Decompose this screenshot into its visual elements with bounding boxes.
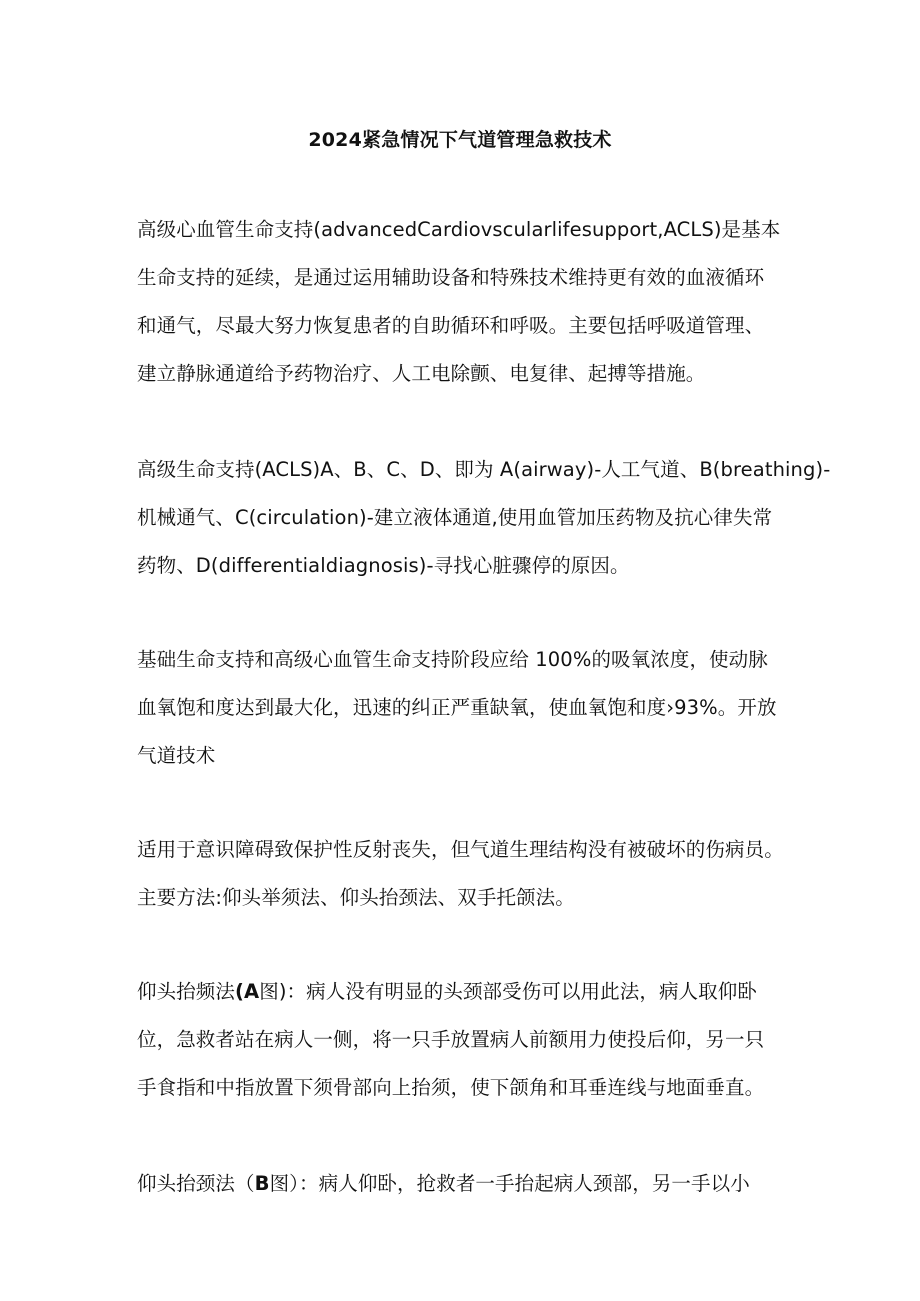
method-name: 仰头抬颈法（ [137, 1172, 255, 1195]
method-description: 图）：病人仰卧，抢救者一手抬起病人颈部，另一手以小 [269, 1172, 750, 1195]
text-line: 药物、D(differentialdiagnosis)-寻找心脏骤停的原因。 [137, 554, 630, 577]
text-line: 高级心血管生命支持(advancedCardiovscularlifesupport,ACLS)是基本 [137, 218, 781, 241]
text-line: 主要方法:仰头举须法、仰头抬颈法、双手托颌法。 [137, 886, 575, 909]
text-line [137, 968, 787, 1016]
text-line: 手食指和中指放置下须骨部向上抬须，使下颌角和耳垂连线与地面垂直。 [137, 1076, 765, 1099]
text-line: 适用于意识障碍致保护性反射丧失，但气道生理结构没有被破坏的伤病员。 [137, 838, 784, 861]
document-title: 2024紧急情况下气道管理急救技术 [308, 129, 612, 151]
text-line: 生命支持的延续，是通过运用辅助设备和特殊技术维持更有效的血液循环 [137, 266, 765, 289]
paragraph-oxygen [137, 636, 787, 780]
text-line: 血氧饱和度达到最大化，迅速的纠正严重缺氧，使血氧饱和度›93%。开放 [137, 696, 777, 719]
figure-ref-bold: (A [235, 980, 260, 1003]
figure-ref-bold: B [254, 1172, 270, 1195]
text-line: 机械通气、C(circulation)-建立液体通道,使用血管加压药物及抗心律失常 [137, 506, 773, 529]
paragraph-acls-definition [137, 206, 787, 398]
method-name: 仰头抬频法 [137, 980, 236, 1003]
paragraph-acls-abcd [137, 446, 831, 590]
text-line: 位，急救者站在病人一侧，将一只手放置病人前额用力使投后仰，另一只 [137, 1028, 765, 1051]
method-description: 图)：病人没有明显的头颈部受伤可以用此法，病人取仰卧 [259, 980, 757, 1003]
paragraph-head-tilt-method-a [137, 968, 787, 1112]
text-line [137, 1160, 787, 1208]
paragraph-indications [137, 826, 787, 922]
text-line: 建立静脉通道给予药物治疗、人工电除颤、电复律、起搏等措施。 [137, 362, 706, 385]
text-line: 高级生命支持(ACLS)A、B、C、D、即为 A(airway)-人工气道、B(breathing)- [137, 458, 831, 481]
text-line: 和通气，尽最大努力恢复患者的自助循环和呼吸。主要包括呼吸道管理、 [137, 314, 765, 337]
text-line: 气道技术 [137, 744, 216, 767]
paragraph-head-tilt-neck-lift-method-b [137, 1160, 787, 1208]
text-line: 基础生命支持和高级心血管生命支持阶段应给 100%的吸氧浓度，使动脉 [137, 648, 768, 671]
